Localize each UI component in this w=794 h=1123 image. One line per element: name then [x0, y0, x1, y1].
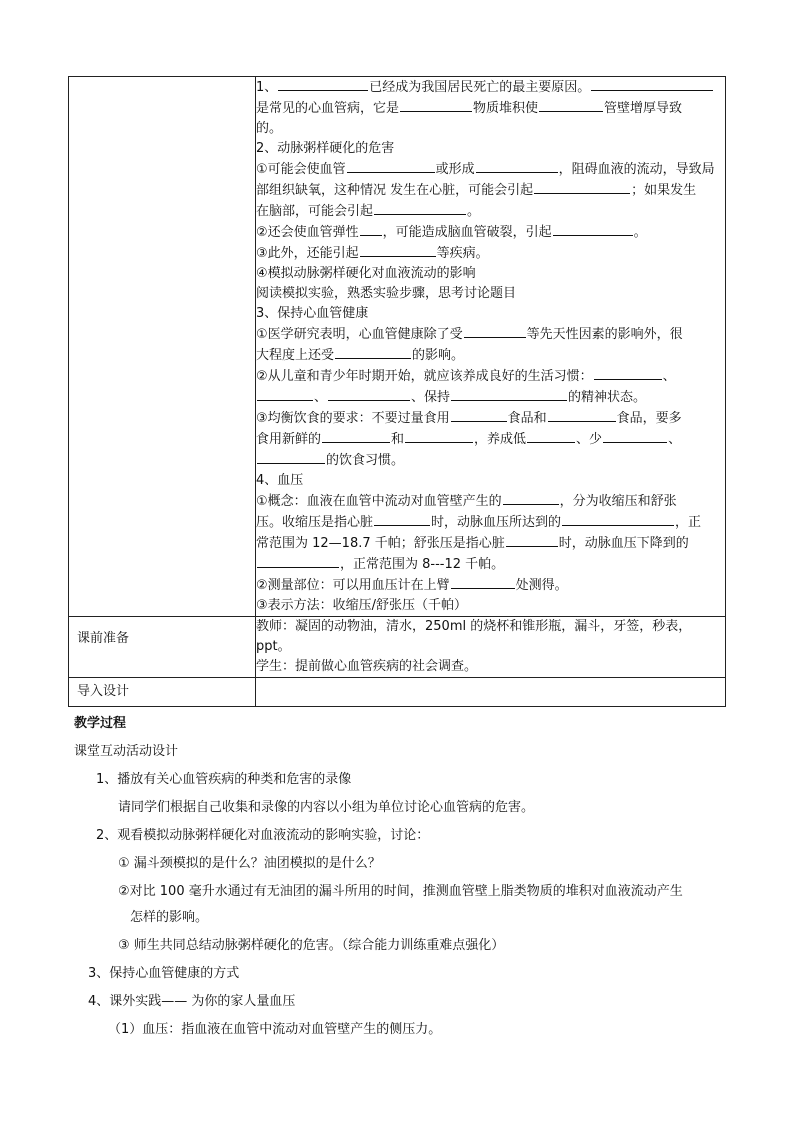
preparation-content-cell — [256, 617, 726, 678]
activity-item-4-point-1: （1）血压：指血液在血管中流动对血管壁产生的侧压力。 — [108, 1022, 442, 1037]
knowledge-text: 3、保持心血管健康 — [256, 306, 369, 321]
intro-content-cell — [256, 678, 726, 707]
knowledge-text: 等疾病。 — [436, 246, 489, 261]
preparation-label-cell — [69, 617, 256, 678]
activity-item-3: 3、保持心血管健康的方式 — [88, 966, 240, 981]
fill-in-blank — [335, 345, 411, 359]
knowledge-text: ，可能造成脑血管破裂，引起 — [382, 225, 552, 240]
fill-in-blank — [451, 387, 567, 401]
knowledge-text: ③表示方法：收缩压/舒张压（千帕） — [256, 598, 468, 613]
knowledge-text: ④模拟动脉粥样硬化对血液流动的影响 — [256, 266, 476, 281]
knowledge-text: 时，动脉血压下降到的 — [558, 536, 689, 551]
table-label-cell-empty — [69, 77, 256, 617]
knowledge-text: 1、 — [256, 80, 278, 95]
knowledge-text: 已经成为我国居民死亡的最主要原因。 — [369, 80, 591, 95]
fill-in-blank — [374, 201, 466, 215]
knowledge-text: ，阻碍血液的流动，导致局 — [558, 162, 715, 177]
knowledge-text: 或形成 — [435, 162, 475, 177]
activity-item-2-question-b: ②对比 100 毫升水通过有无油团的漏斗所用的时间，推测血管壁上脂类物质的堆积对血液流动产生 — [118, 884, 683, 899]
knowledge-text: 管壁增厚导致 — [604, 101, 683, 116]
knowledge-text: 食品和 — [507, 411, 547, 426]
knowledge-line — [256, 222, 725, 243]
fill-in-blank — [451, 575, 515, 589]
knowledge-text: ，正常范围为 8---12 千帕。 — [340, 557, 505, 572]
knowledge-text: ，分为收缩压和舒张 — [559, 494, 677, 509]
fill-in-blank — [553, 222, 633, 236]
teaching-process-section — [74, 714, 754, 1040]
knowledge-text: ，正 — [675, 515, 702, 530]
knowledge-line — [256, 159, 725, 180]
knowledge-text: 处测得。 — [515, 578, 568, 593]
preparation-line-teacher: 教师：凝固的动物油，清水，250ml 的烧杯和锥形瓶，漏斗，牙签，秒表， — [256, 619, 692, 634]
knowledge-line — [256, 491, 725, 512]
fill-in-blank — [548, 408, 616, 422]
fill-in-blank — [347, 159, 435, 173]
activity-item-1: 1、播放有关心血管疾病的种类和危害的录像 — [96, 772, 352, 787]
knowledge-text: 。 — [467, 204, 481, 219]
knowledge-lines — [256, 77, 725, 616]
knowledge-text: 常范围为 12—18.7 千帕；舒张压是指心脏 — [256, 536, 505, 551]
activity-item-1-detail: 请同学们根据自己收集和录像的内容以小组为单位讨论心血管病的危害。 — [118, 800, 535, 815]
activity-item-4: 4、课外实践—— 为你的家人量血压 — [88, 994, 296, 1009]
knowledge-line — [256, 512, 725, 533]
knowledge-line — [256, 324, 725, 345]
knowledge-text: 4、血压 — [256, 473, 304, 488]
knowledge-text: ，养成低 — [474, 432, 527, 447]
knowledge-text: ；如果发生 — [631, 183, 697, 198]
knowledge-line — [256, 304, 725, 324]
knowledge-text: ③此外，还能引起 — [256, 246, 359, 261]
knowledge-line — [256, 450, 725, 471]
knowledge-line — [256, 139, 725, 159]
knowledge-line — [256, 98, 725, 119]
knowledge-text: 、 — [662, 369, 676, 384]
knowledge-line — [256, 387, 725, 408]
fill-in-blank — [562, 512, 674, 526]
activity-item-2: 2、观看模拟动脉粥样硬化对血液流动的影响实验，讨论： — [96, 828, 430, 843]
table-row-intro — [69, 678, 726, 707]
fill-in-blank — [527, 429, 575, 443]
knowledge-line — [256, 429, 725, 450]
knowledge-text: 、 — [668, 432, 682, 447]
knowledge-text: ①可能会使血管 — [256, 162, 346, 177]
knowledge-line — [256, 180, 725, 201]
knowledge-content-cell — [256, 77, 726, 617]
intro-label-cell — [69, 678, 256, 707]
fill-in-blank — [594, 366, 662, 380]
fill-in-blank — [534, 180, 630, 194]
preparation-label: 课前准备 — [77, 631, 130, 646]
fill-in-blank — [400, 98, 472, 112]
fill-in-blank — [278, 77, 368, 91]
knowledge-text: 2、动脉粥样硬化的危害 — [256, 141, 395, 156]
section-subheading: 课堂互动活动设计 — [74, 744, 179, 759]
knowledge-text: 的精神状态。 — [568, 390, 647, 405]
activity-item-2-question-b-cont: 怎样的影响。 — [130, 910, 209, 925]
knowledge-line — [256, 243, 725, 264]
knowledge-text: 、 — [314, 390, 328, 405]
knowledge-line — [256, 471, 725, 491]
knowledge-line — [256, 264, 725, 284]
knowledge-text: ①医学研究表明，心血管健康除了受 — [256, 327, 463, 342]
knowledge-text: 和 — [391, 432, 405, 447]
knowledge-text: ②从儿童和青少年时期开始，就应该养成良好的生活习惯： — [256, 369, 593, 384]
knowledge-line — [256, 201, 725, 222]
fill-in-blank — [257, 387, 313, 401]
knowledge-text: ③均衡饮食的要求：不要过量食用 — [256, 411, 450, 426]
knowledge-text: 等先天性因素的影响外，很 — [526, 327, 683, 342]
table-row-preparation — [69, 617, 726, 678]
fill-in-blank — [464, 324, 526, 338]
fill-in-blank — [360, 222, 382, 236]
knowledge-line — [256, 77, 725, 98]
knowledge-text: ①概念：血液在血管中流动对血管壁产生的 — [256, 494, 502, 509]
knowledge-text: ②测量部位：可以用血压计在上臂 — [256, 578, 450, 593]
section-heading: 教学过程 — [74, 716, 127, 731]
fill-in-blank — [374, 512, 430, 526]
knowledge-text: 、少 — [576, 432, 603, 447]
fill-in-blank — [591, 77, 713, 91]
knowledge-text: 压。收缩压是指心脏 — [256, 515, 374, 530]
activity-item-2-question-a: ① 漏斗颈模拟的是什么？油团模拟的是什么？ — [118, 856, 381, 871]
fill-in-blank — [503, 491, 559, 505]
knowledge-text: 是常见的心血管病，它是 — [256, 101, 400, 116]
fill-in-blank — [405, 429, 473, 443]
knowledge-line — [256, 366, 725, 387]
knowledge-text: 的影响。 — [412, 348, 465, 363]
knowledge-text: 部组织缺氧，这种情况 发生在心脏，可能会引起 — [256, 183, 534, 198]
knowledge-text: 的。 — [256, 121, 283, 136]
knowledge-text: 阅读模拟实验，熟悉实验步骤，思考讨论题目 — [256, 286, 517, 301]
knowledge-text: 的饮食习惯。 — [326, 453, 405, 468]
activity-item-2-question-c: ③ 师生共同总结动脉粥样硬化的危害。（综合能力训练重难点强化） — [118, 938, 505, 953]
knowledge-line — [256, 554, 725, 575]
fill-in-blank — [322, 429, 390, 443]
knowledge-text: 食用新鲜的 — [256, 432, 322, 447]
fill-in-blank — [603, 429, 667, 443]
knowledge-text: 食品，要多 — [616, 411, 682, 426]
knowledge-text: 在脑部，可能会引起 — [256, 204, 374, 219]
table-row-knowledge — [69, 77, 726, 617]
knowledge-text: 时，动脉血压所达到的 — [431, 515, 562, 530]
knowledge-text: 。 — [633, 225, 647, 240]
knowledge-text: 物质堆积使 — [473, 101, 539, 116]
lesson-table — [68, 76, 726, 707]
knowledge-line — [256, 119, 725, 139]
knowledge-text: ②还会使血管弹性 — [256, 225, 359, 240]
fill-in-blank — [476, 159, 558, 173]
knowledge-text: 大程度上还受 — [256, 348, 335, 363]
knowledge-line — [256, 533, 725, 554]
knowledge-line — [256, 408, 725, 429]
fill-in-blank — [328, 387, 410, 401]
knowledge-text: 、保持 — [411, 390, 451, 405]
preparation-line-student: 学生：提前做心血管疾病的社会调查。 — [256, 659, 478, 674]
fill-in-blank — [257, 450, 325, 464]
fill-in-blank — [360, 243, 436, 257]
knowledge-line — [256, 596, 725, 616]
fill-in-blank — [539, 98, 603, 112]
fill-in-blank — [451, 408, 507, 422]
fill-in-blank — [506, 533, 558, 547]
knowledge-line — [256, 345, 725, 366]
knowledge-line — [256, 284, 725, 304]
knowledge-line — [256, 575, 725, 596]
preparation-line-teacher-cont: ppt。 — [256, 639, 291, 654]
fill-in-blank — [257, 554, 339, 568]
intro-label: 导入设计 — [77, 684, 130, 699]
